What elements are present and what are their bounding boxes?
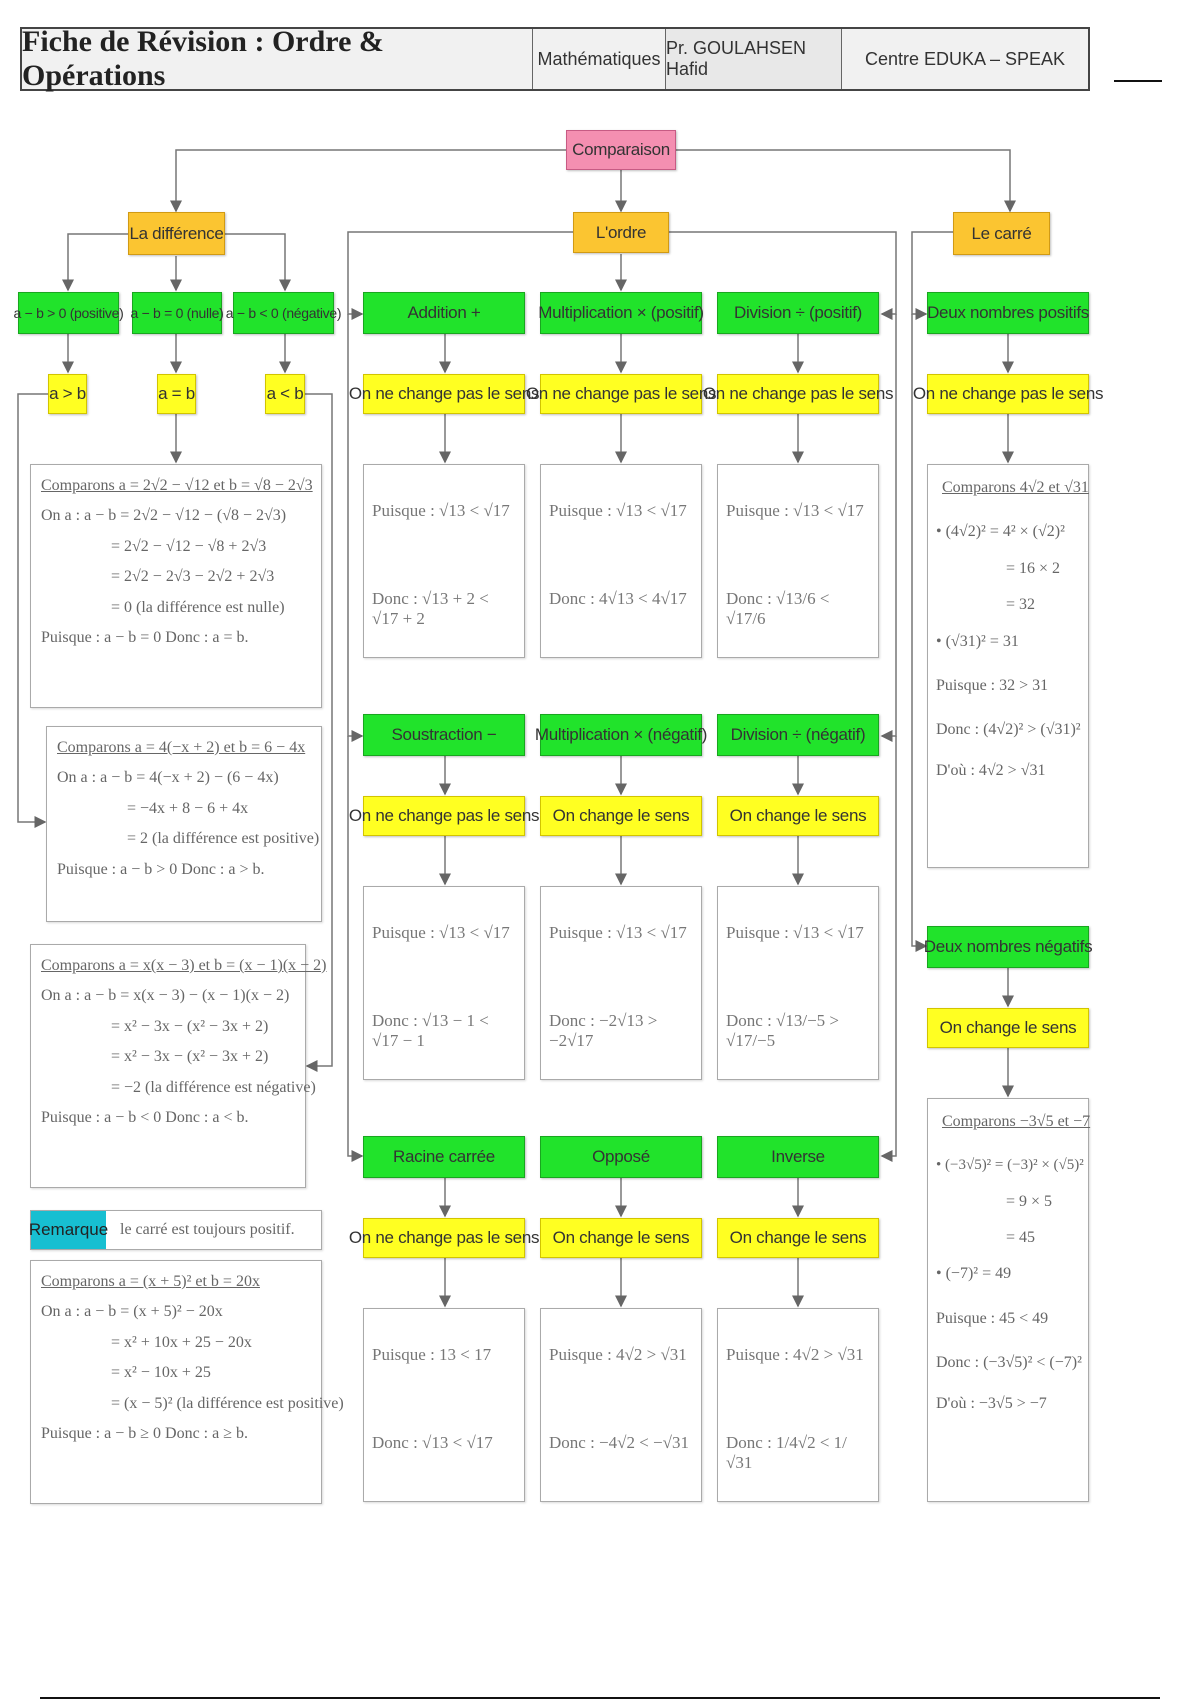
root-node-comparaison: Comparaison — [566, 130, 676, 170]
rule-soustraction: On ne change pas le sens — [363, 796, 525, 836]
example-donc: Donc : (−3√5)² < (−7)² — [936, 1354, 1082, 1372]
rule-oppose: On change le sens — [540, 1218, 702, 1258]
case-negative: a − b < 0 (négative) — [233, 292, 334, 334]
example-line: = −4x + 8 − 6 + 4x — [127, 799, 249, 817]
rule-division-negative: On change le sens — [717, 796, 879, 836]
example-puisque: Puisque : √13 < √17 — [726, 501, 864, 520]
op-multiplication-positive: Multiplication × (positif) — [540, 292, 702, 334]
example-conclusion: D'où : −3√5 > −7 — [936, 1394, 1047, 1412]
example-line: = 45 — [1006, 1229, 1036, 1247]
example-heading: Comparons −3√5 et −7 — [942, 1113, 1091, 1130]
example-line: • (√31)² = 31 — [936, 632, 1019, 650]
example-donc: Donc : √13 < √17 — [372, 1433, 493, 1452]
op-division-negative: Division ÷ (négatif) — [717, 714, 879, 756]
example-heading: Comparons a = x(x − 3) et b = (x − 1)(x − 2) — [41, 957, 327, 974]
example-conclusion: Puisque : a − b > 0 Donc : a > b. — [57, 860, 265, 878]
op-racine-carree: Racine carrée — [363, 1136, 525, 1178]
example-donc: Donc : √13 + 2 < √17 + 2 — [372, 589, 489, 628]
center-label: Centre EDUKA – SPEAK — [841, 29, 1088, 89]
branch-carre: Le carré — [953, 212, 1050, 255]
example-line: = (x − 5)² (la différence est positive) — [111, 1394, 344, 1412]
example-square-positive — [30, 1260, 344, 1504]
example-puisque: Puisque : 45 < 49 — [936, 1309, 1049, 1327]
example-line: On a : a − b = 4(−x + 2) − (6 − 4x) — [57, 769, 279, 787]
example-line: On a : a − b = 2√2 − √12 − (√8 − 2√3) — [41, 507, 287, 525]
rule-multiplication-negative: On change le sens — [540, 796, 702, 836]
example-soustraction — [363, 886, 525, 1080]
example-line: = x² − 3x − (x² − 3x + 2) — [111, 1048, 269, 1066]
example-heading: Comparons a = (x + 5)² et b = 20x — [41, 1273, 260, 1290]
example-inverse — [717, 1308, 879, 1502]
example-line: = 0 (la différence est nulle) — [111, 598, 285, 616]
example-puisque: Puisque : 4√2 > √31 — [549, 1345, 687, 1364]
example-line: = 16 × 2 — [1006, 559, 1061, 577]
example-puisque: Puisque : 32 > 31 — [936, 676, 1049, 694]
rule-deux-positifs: On ne change pas le sens — [927, 374, 1089, 414]
example-conclusion: D'où : 4√2 > √31 — [936, 761, 1046, 779]
example-puisque: Puisque : √13 < √17 — [549, 501, 687, 520]
example-racine-carree — [363, 1308, 525, 1502]
branch-difference: La différence — [128, 212, 225, 255]
example-line: = 2√2 − √12 − √8 + 2√3 — [111, 537, 267, 555]
example-line: = 32 — [1006, 596, 1036, 614]
example-puisque: Puisque : 4√2 > √31 — [726, 1345, 864, 1364]
footer-rule — [40, 1697, 1160, 1699]
example-division-negative — [717, 886, 879, 1080]
example-donc: Donc : √13/6 < √17/6 — [726, 589, 830, 628]
case-positive: a − b > 0 (positive) — [18, 292, 119, 334]
example-donc: Donc : −4√2 < −√31 — [549, 1433, 689, 1452]
example-deux-positifs — [927, 464, 1089, 868]
example-line: On a : a − b = x(x − 3) − (x − 1)(x − 2) — [41, 987, 290, 1005]
example-puisque: Puisque : √13 < √17 — [372, 923, 510, 942]
example-conclusion: Puisque : a − b ≥ 0 Donc : a ≥ b. — [41, 1424, 249, 1442]
example-line: = −2 (la différence est négative) — [111, 1078, 316, 1096]
example-line: • (−3√5)² = (−3)² × (√5)² — [936, 1157, 1084, 1174]
op-multiplication-negative: Multiplication × (négatif) — [540, 714, 702, 756]
rule-multiplication-positive: On ne change pas le sens — [540, 374, 702, 414]
example-donc: Donc : 4√13 < 4√17 — [549, 589, 687, 608]
example-heading: Comparons a = 2√2 − √12 et b = √8 − 2√3 — [41, 477, 313, 494]
remark-text: le carré est toujours positif. — [120, 1220, 295, 1238]
example-heading: Comparons a = 4(−x + 2) et b = 6 − 4x — [57, 739, 306, 756]
example-donc: Donc : 1/4√2 < 1/√31 — [726, 1433, 847, 1472]
example-line: = 9 × 5 — [1006, 1192, 1053, 1210]
example-donc: Donc : (4√2)² > (√31)² — [936, 721, 1081, 739]
example-puisque: Puisque : 13 < 17 — [372, 1345, 492, 1364]
teacher-label: Pr. GOULAHSEN Hafid — [665, 29, 841, 89]
example-division-positive — [717, 464, 879, 658]
op-addition: Addition + — [363, 292, 525, 334]
rule-division-positive: On ne change pas le sens — [717, 374, 879, 414]
case-nulle: a − b = 0 (nulle) — [132, 292, 222, 334]
example-deux-negatifs — [927, 1098, 1089, 1502]
op-deux-positifs: Deux nombres positifs — [927, 292, 1089, 334]
result-equal: a = b — [157, 374, 196, 414]
branch-ordre: L'ordre — [573, 212, 669, 253]
example-puisque: Puisque : √13 < √17 — [726, 923, 864, 942]
example-difference-positive — [46, 726, 322, 922]
subject-label: Mathématiques — [532, 29, 665, 89]
example-oppose — [540, 1308, 702, 1502]
remark-tag: Remarque — [31, 1211, 106, 1249]
rule-inverse: On change le sens — [717, 1218, 879, 1258]
example-difference-negative — [30, 944, 327, 1188]
example-line: = 2√2 − 2√3 − 2√2 + 2√3 — [111, 568, 275, 586]
example-line: = x² − 10x + 25 — [111, 1364, 211, 1382]
op-soustraction: Soustraction − — [363, 714, 525, 756]
example-puisque: Puisque : √13 < √17 — [372, 501, 510, 520]
example-line: • (4√2)² = 4² × (√2)² — [936, 523, 1065, 541]
example-multiplication-negative — [540, 886, 702, 1080]
example-line: = 2 (la différence est positive) — [127, 830, 320, 848]
example-conclusion: Puisque : a − b < 0 Donc : a < b. — [41, 1108, 249, 1126]
example-line: = x² − 3x − (x² − 3x + 2) — [111, 1017, 269, 1035]
op-oppose: Opposé — [540, 1136, 702, 1178]
rule-addition: On ne change pas le sens — [363, 374, 525, 414]
example-conclusion: Puisque : a − b = 0 Donc : a = b. — [41, 628, 249, 646]
result-less: a < b — [265, 374, 305, 414]
example-donc: Donc : √13 − 1 < √17 − 1 — [372, 1011, 489, 1050]
example-puisque: Puisque : √13 < √17 — [549, 923, 687, 942]
example-multiplication-positive — [540, 464, 702, 658]
example-difference-nulle — [30, 464, 322, 708]
rule-deux-negatifs: On change le sens — [927, 1008, 1089, 1048]
example-line: • (−7)² = 49 — [936, 1265, 1012, 1283]
example-donc: Donc : √13/−5 > √17/−5 — [726, 1011, 840, 1050]
page-title: Fiche de Révision : Ordre & Opérations — [22, 25, 384, 92]
example-donc: Donc : −2√13 > −2√17 — [549, 1011, 658, 1050]
op-inverse: Inverse — [717, 1136, 879, 1178]
example-line: On a : a − b = (x + 5)² − 20x — [41, 1303, 223, 1321]
example-heading: Comparons 4√2 et √31 — [942, 479, 1089, 496]
op-division-positive: Division ÷ (positif) — [717, 292, 879, 334]
result-greater: a > b — [48, 374, 87, 414]
example-addition — [363, 464, 525, 658]
example-line: = x² + 10x + 25 − 20x — [111, 1333, 252, 1351]
rule-racine-carree: On ne change pas le sens — [363, 1218, 525, 1258]
op-deux-negatifs: Deux nombres négatifs — [927, 926, 1089, 968]
remark-box — [30, 1210, 322, 1250]
